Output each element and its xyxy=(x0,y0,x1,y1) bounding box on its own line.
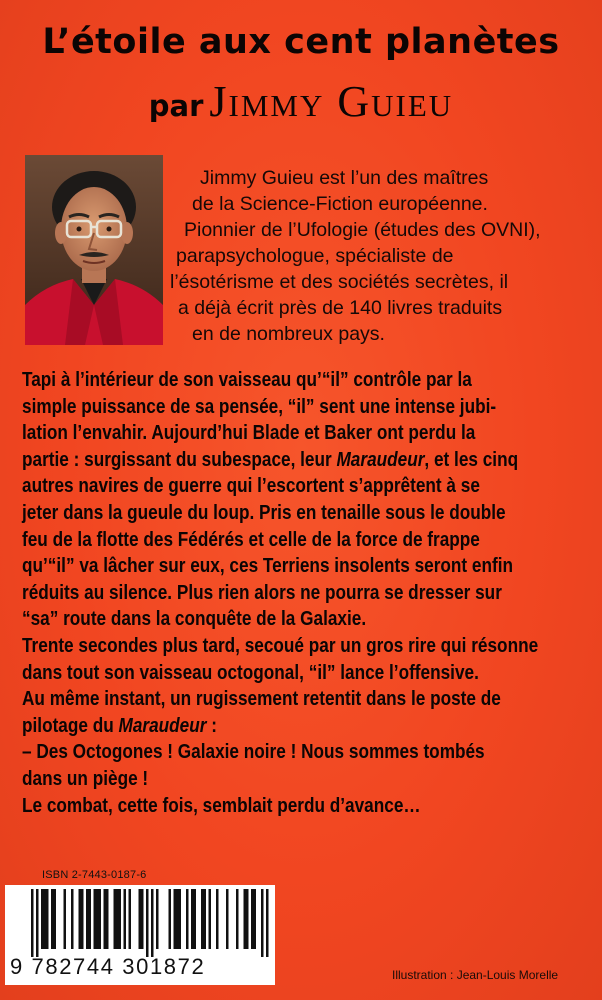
blurb-line: “sa” route dans la conquête de la Galaxie. xyxy=(22,608,367,631)
barcode-bar xyxy=(44,889,47,949)
bio-line: parapsychologue, spécialiste de xyxy=(176,245,454,267)
bio-line: en de nombreux pays. xyxy=(192,323,385,345)
barcode-bar xyxy=(236,889,239,949)
barcode-bar xyxy=(251,889,254,949)
blurb-line: Trente secondes plus tard, secoué par un gros rire qui résonne xyxy=(22,634,539,657)
author-portrait-icon xyxy=(25,155,163,345)
blurb-line: feu de la flotte des Fédérés et celle de la force de frappe xyxy=(22,528,480,551)
blurb-line: qu’“il” va lâcher sur eux, ces Terriens insolents seront enfin xyxy=(22,555,514,578)
barcode-bar xyxy=(201,889,204,949)
blurb-text-span: partie : surgissant du subespace, leur xyxy=(22,448,337,471)
barcode-bar xyxy=(261,889,264,957)
barcode-bar xyxy=(116,889,119,949)
blurb-line: jeter dans la gueule du loup. Pris en tenaille sous le double xyxy=(22,501,506,524)
barcode-bar xyxy=(54,889,57,949)
illustration-credit: Illustration : Jean-Louis Morelle xyxy=(392,968,559,982)
ship-name: Maraudeur xyxy=(336,448,425,471)
barcode-bar xyxy=(209,889,212,949)
barcode-bar xyxy=(194,889,197,949)
bio-line: de la Science-Fiction européenne. xyxy=(192,193,488,215)
blurb-text-span: : xyxy=(206,714,217,737)
barcode-bar xyxy=(244,889,247,949)
barcode-bar xyxy=(51,889,54,949)
barcode-bar xyxy=(114,889,117,949)
blurb-line: dans un piège ! xyxy=(22,767,149,790)
barcode-bar xyxy=(31,889,34,957)
blurb-line: réduits au silence. Plus rien alors ne pourra se dresser sur xyxy=(22,581,502,604)
author-prefix: par xyxy=(148,89,204,123)
barcode-bar xyxy=(139,889,142,949)
blurb-line: – Des Octogones ! Galaxie noire ! Nous sommes tombés xyxy=(22,741,485,764)
blurb-line: Au même instant, un rugissement retentit dans le poste de xyxy=(22,688,501,711)
blurb-line xyxy=(22,713,504,740)
blurb-line: simple puissance de sa pensée, “il” sent une intense jubi- xyxy=(22,395,497,418)
author-line xyxy=(0,76,602,127)
barcode-bar xyxy=(179,889,182,949)
barcode-bar xyxy=(176,889,179,949)
barcode-bar xyxy=(99,889,102,949)
blurb-line: Le combat, cette fois, semblait perdu d’avance… xyxy=(22,794,421,817)
bio-line: Jimmy Guieu est l’un des maîtres xyxy=(200,167,489,189)
blurb-line: lation l’envahir. Aujourd’hui Blade et Baker ont perdu la xyxy=(22,422,476,445)
barcode-bar xyxy=(96,889,99,949)
blurb-line: autres navires de guerre qui l’escortent s’apprêtent à se xyxy=(22,475,480,498)
blurb-line: dans tout son vaisseau octogonal, “il” lance l’offensive. xyxy=(22,661,479,684)
barcode-bar xyxy=(226,889,229,949)
bio-line: Pionnier de l’Ufologie (études des OVNI), xyxy=(184,219,541,241)
barcode-bar xyxy=(246,889,249,949)
barcode-bar xyxy=(129,889,132,949)
barcode-bar xyxy=(89,889,92,949)
barcode-bar xyxy=(151,889,154,957)
barcode-bar xyxy=(169,889,172,949)
author-name: Jimmy Guieu xyxy=(209,77,454,126)
bio-line: a déjà écrit près de 140 livres traduits xyxy=(178,297,503,319)
barcode-bar xyxy=(64,889,67,949)
barcode-bar xyxy=(36,889,39,957)
barcode-bar xyxy=(266,889,269,957)
barcode-bar xyxy=(71,889,74,949)
blurb-line xyxy=(22,447,519,474)
barcode-bar xyxy=(146,889,149,957)
bio-line: l’ésotérisme et des sociétés secrètes, il xyxy=(170,271,509,293)
barcode-bar xyxy=(106,889,109,949)
barcode-bar xyxy=(141,889,144,949)
author-bio xyxy=(170,165,580,347)
isbn-label: ISBN 2-7443-0187-6 xyxy=(42,869,147,881)
blurb-line: Tapi à l’intérieur de son vaisseau qu’“il” contrôle par la xyxy=(22,369,472,391)
barcode-bar xyxy=(216,889,219,949)
blurb-text-span: pilotage du xyxy=(22,714,119,737)
barcode-bar xyxy=(124,889,127,949)
barcode-bar xyxy=(191,889,194,949)
barcode-bar xyxy=(254,889,257,949)
book-title: L’étoile aux cent planètes xyxy=(42,22,560,62)
barcode-bar xyxy=(79,889,82,949)
barcode-bar xyxy=(94,889,97,949)
blurb-text xyxy=(22,367,539,819)
barcode-bar xyxy=(46,889,49,949)
barcode-bar xyxy=(41,889,44,949)
barcode-bar xyxy=(86,889,89,949)
barcode-bar xyxy=(186,889,189,949)
barcode-bar xyxy=(156,889,159,949)
barcode-bar xyxy=(119,889,122,949)
barcode-bar xyxy=(204,889,207,949)
barcode-digits: 9 782744 301872 xyxy=(10,954,206,979)
barcode-bar xyxy=(81,889,84,949)
blurb-text-span: , et les cinq xyxy=(424,448,519,471)
ship-name: Maraudeur xyxy=(118,714,207,737)
barcode-bar xyxy=(104,889,107,949)
barcode-bar xyxy=(174,889,177,949)
